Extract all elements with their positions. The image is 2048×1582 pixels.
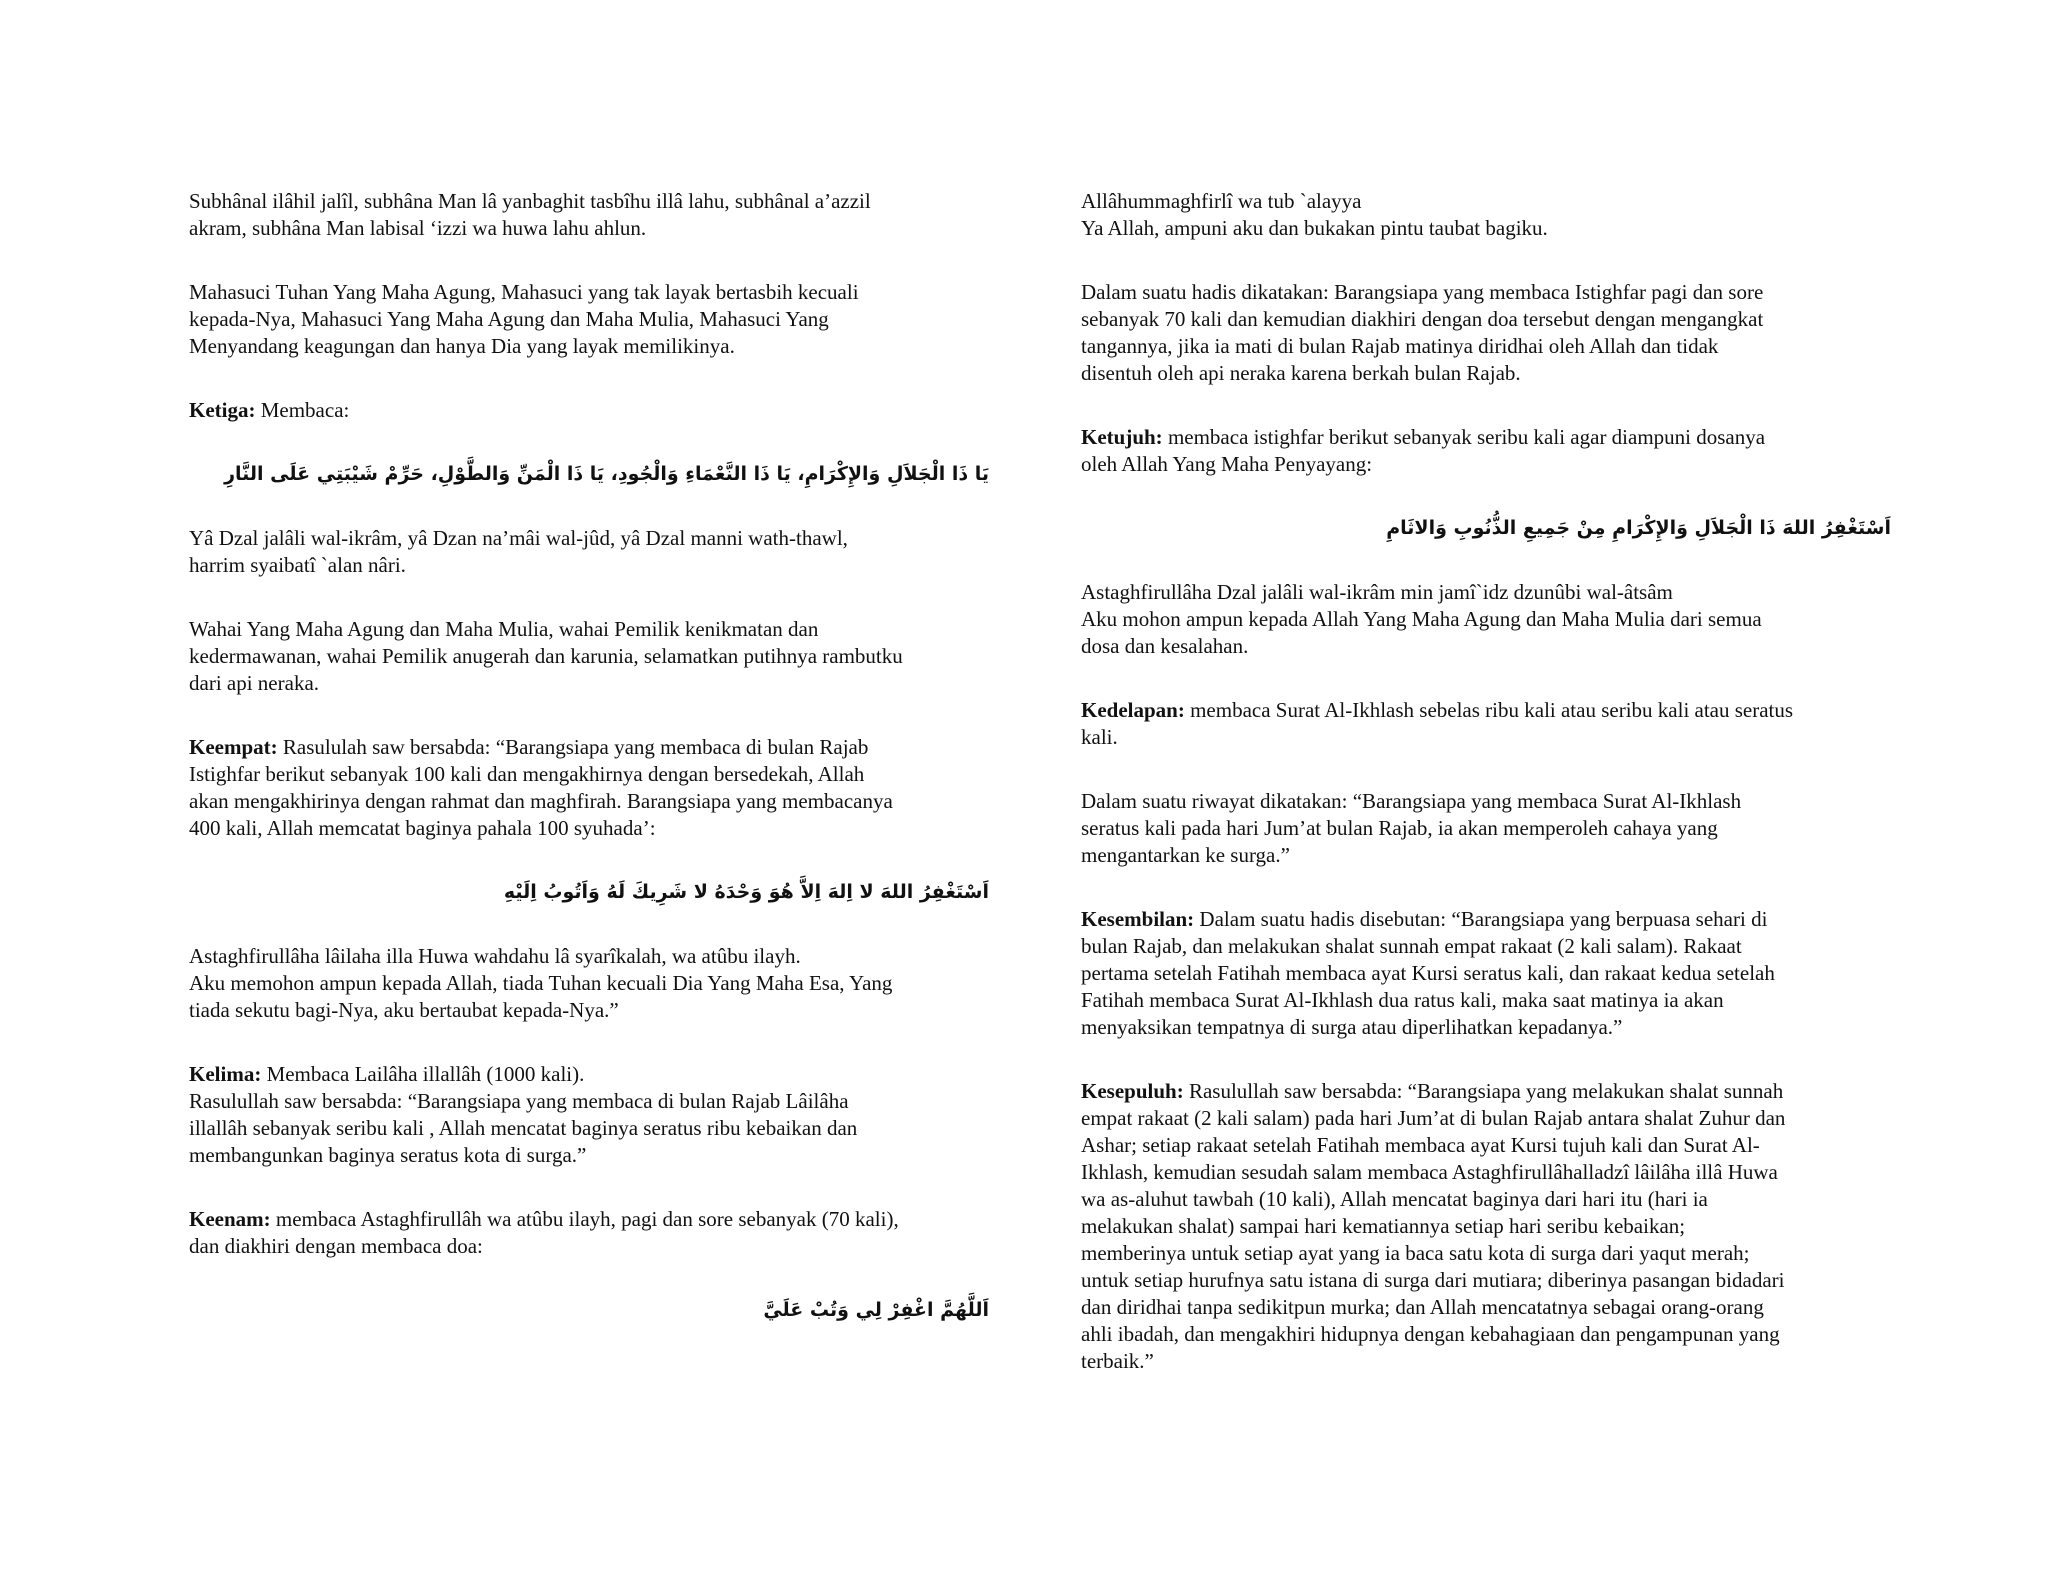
arabic-prayer-astaghfirullah-wahdahu: اَسْتَغْفِرُ اللهَ لا اِلهَ اِلاَّ هُوَ وَحْدَهُ لا شَرِيكَ لَهُ وَاَتُوبُ اِلَيْهِ xyxy=(503,881,989,903)
text-line: Subhânal ilâhil jalîl, subhâna Man lâ yanbaghit tasbîhu illâ lahu, subhânal a’azzil xyxy=(189,189,871,213)
paragraph-allahummaghfirli-transliteration xyxy=(1081,188,1891,242)
text-line: menyaksikan tempatnya di surga atau diperlihatkan kepadanya.” xyxy=(1081,1015,1623,1039)
text-line xyxy=(1081,697,1891,724)
paragraph-astaghfirullaha-lailaha xyxy=(189,943,989,1024)
section-kelima xyxy=(189,1061,989,1169)
text-line: memberinya untuk setiap ayat yang ia baca satu kota di surga dari yaqut merah; xyxy=(1081,1241,1750,1265)
text-line: akram, subhâna Man labisal ‘izzi wa huwa lahu ahlun. xyxy=(189,216,647,240)
text-line: Astaghfirullâha lâilaha illa Huwa wahdahu lâ syarîkalah, wa atûbu ilayh. xyxy=(189,944,801,968)
text-line: dan diridhai tanpa sedikitpun murka; dan Allah mencatatnya sebagai orang-orang xyxy=(1081,1295,1764,1319)
text-line: mengantarkan ke surga.” xyxy=(1081,843,1290,867)
text-line: harrim syaibatî `alan nâri. xyxy=(189,553,406,577)
text-line: kali. xyxy=(1081,725,1118,749)
text-line xyxy=(189,1061,989,1088)
text-line xyxy=(1081,906,1891,933)
text-line: kepada-Nya, Mahasuci Yang Maha Agung dan Maha Mulia, Mahasuci Yang xyxy=(189,307,829,331)
text-line: Dalam suatu riwayat dikatakan: “Barangsiapa yang membaca Surat Al-Ikhlash xyxy=(1081,789,1742,813)
arabic-prayer-astaghfirullah-dzal-jalali: اَسْتَغْفِرُ اللهَ ذَا الْجَلاَلِ وَالإِكْرَامِ مِنْ جَمِيعِ الذُّنُوبِ وَالاثَامِ xyxy=(1386,517,1891,539)
section-text: Membaca: xyxy=(255,398,350,422)
text-line: pertama setelah Fatihah membaca ayat Kursi seratus kali, dan rakaat kedua setelah xyxy=(1081,961,1775,985)
text-line: Menyandang keagungan dan hanya Dia yang layak memilikinya. xyxy=(189,334,735,358)
section-label: Kelima: xyxy=(189,1062,262,1086)
section-label: Kesembilan: xyxy=(1081,907,1195,931)
text-line: bulan Rajab, dan melakukan shalat sunnah empat rakaat (2 kali salam). Rakaat xyxy=(1081,934,1742,958)
section-ketiga xyxy=(189,397,989,424)
section-keempat xyxy=(189,734,989,842)
text-line: Allâhummaghfirlî wa tub `alayya xyxy=(1081,189,1362,213)
text-line: sebanyak 70 kali dan kemudian diakhiri dengan doa tersebut dengan mengangkat xyxy=(1081,307,1764,331)
paragraph-riwayat-al-ikhlash xyxy=(1081,788,1891,869)
text-line: seratus kali pada hari Jum’at bulan Rajab, ia akan memperoleh cahaya yang xyxy=(1081,816,1718,840)
section-label: Kedelapan: xyxy=(1081,698,1185,722)
section-kesepuluh xyxy=(1081,1078,1891,1375)
section-text: membaca Surat Al-Ikhlash sebelas ribu kali atau seribu kali atau seratus xyxy=(1184,698,1794,722)
section-text: Rasululah saw bersabda: “Barangsiapa yang membaca di bulan Rajab xyxy=(277,735,869,759)
text-line: melakukan shalat) sampai hari kematiannya setiap hari seribu kebaikan; xyxy=(1081,1214,1686,1238)
paragraph-hadis-istighfar xyxy=(1081,279,1891,387)
section-text: membaca istighfar berikut sebanyak seribu kali agar diampuni dosanya xyxy=(1162,425,1766,449)
text-line: terbaik.” xyxy=(1081,1349,1154,1373)
section-label: Ketujuh: xyxy=(1081,425,1163,449)
text-line: Ikhlash, kemudian sesudah salam membaca Astaghfirullâhalladzî lâilâha illâ Huwa xyxy=(1081,1160,1778,1184)
right-column xyxy=(1081,188,1891,1412)
text-line: dan diakhiri dengan membaca doa: xyxy=(189,1234,483,1258)
paragraph-subhanal-transliteration xyxy=(189,188,989,242)
text-line: Mahasuci Tuhan Yang Maha Agung, Mahasuci yang tak layak bertasbih kecuali xyxy=(189,280,859,304)
text-line xyxy=(189,1206,989,1233)
text-line: illallâh sebanyak seribu kali , Allah mencatat baginya seratus ribu kebaikan dan xyxy=(189,1116,858,1140)
arabic-prayer-ya-dzal-jalali: يَا ذَا الْجَلاَلِ وَالإِكْرَامِ، يَا ذَا النَّعْمَاءِ وَالْجُودِ، يَا ذَا الْمَنِّ وَالطَّوْلِ، حَرِّمْ شَيْبَتِي عَلَى النَّارِ xyxy=(224,463,989,485)
text-line: empat rakaat (2 kali salam) pada hari Jum’at di bulan Rajab antara shalat Zuhur dan xyxy=(1081,1106,1786,1130)
section-keenam xyxy=(189,1206,989,1260)
text-line: kedermawanan, wahai Pemilik anugerah dan karunia, selamatkan putihnya rambutku xyxy=(189,644,903,668)
text-line: tangannya, jika ia mati di bulan Rajab matinya diridhai oleh Allah dan tidak xyxy=(1081,334,1719,358)
text-line: Dalam suatu hadis dikatakan: Barangsiapa yang membaca Istighfar pagi dan sore xyxy=(1081,280,1764,304)
text-line: untuk setiap hurufnya satu istana di surga dari mutiara; diberinya pasangan bidadari xyxy=(1081,1268,1785,1292)
section-label: Keempat: xyxy=(189,735,278,759)
section-label: Kesepuluh: xyxy=(1081,1079,1184,1103)
text-line: Wahai Yang Maha Agung dan Maha Mulia, wahai Pemilik kenikmatan dan xyxy=(189,617,819,641)
text-line: membangunkan baginya seratus kota di surga.” xyxy=(189,1143,587,1167)
arabic-prayer-allahummaghfirli: اَللَّهُمَّ اغْفِرْ لِي وَتُبْ عَلَيَّ xyxy=(763,1299,989,1321)
section-text: Dalam suatu hadis disebutan: “Barangsiapa yang berpuasa sehari di xyxy=(1194,907,1768,931)
paragraph-astaghfirullaha-dzal-jalali xyxy=(1081,579,1891,660)
text-line: dosa dan kesalahan. xyxy=(1081,634,1249,658)
left-column xyxy=(189,188,989,1361)
text-line: Rasulullah saw bersabda: “Barangsiapa yang membaca di bulan Rajab Lâilâha xyxy=(189,1089,849,1113)
text-line: Yâ Dzal jalâli wal-ikrâm, yâ Dzan na’mâi wal-jûd, yâ Dzal manni wath-thawl, xyxy=(189,526,848,550)
text-line: tiada sekutu bagi-Nya, aku bertaubat kepada-Nya.” xyxy=(189,998,619,1022)
text-line: wa as-aluhut tawbah (10 kali), Allah mencatat baginya dari hari itu (hari ia xyxy=(1081,1187,1708,1211)
text-line: oleh Allah Yang Maha Penyayang: xyxy=(1081,452,1373,476)
text-line: Aku mohon ampun kepada Allah Yang Maha Agung dan Maha Mulia dari semua xyxy=(1081,607,1762,631)
text-line: akan mengakhirinya dengan rahmat dan maghfirah. Barangsiapa yang membacanya xyxy=(189,789,893,813)
text-line: disentuh oleh api neraka karena berkah bulan Rajab. xyxy=(1081,361,1521,385)
text-line: Fatihah membaca Surat Al-Ikhlash dua ratus kali, maka saat matinya ia akan xyxy=(1081,988,1724,1012)
text-line: Ashar; setiap rakaat setelah Fatihah membaca ayat Kursi tujuh kali dan Surat Al- xyxy=(1081,1133,1760,1157)
section-label: Ketiga: xyxy=(189,398,256,422)
section-kesembilan xyxy=(1081,906,1891,1041)
paragraph-wahai-translation xyxy=(189,616,989,697)
section-text: membaca Astaghfirullâh wa atûbu ilayh, pagi dan sore sebanyak (70 kali), xyxy=(270,1207,899,1231)
section-text: Membaca Lailâha illallâh (1000 kali). xyxy=(261,1062,585,1086)
text-line: 400 kali, Allah memcatat baginya pahala 100 syuhada’: xyxy=(189,816,656,840)
text-line: ahli ibadah, dan mengakhiri hidupnya dengan kebahagiaan dan pengampunan yang xyxy=(1081,1322,1780,1346)
text-line: Istighfar berikut sebanyak 100 kali dan mengakhirnya dengan bersedekah, Allah xyxy=(189,762,865,786)
text-line: dari api neraka. xyxy=(189,671,320,695)
text-line xyxy=(1081,424,1891,451)
section-label: Keenam: xyxy=(189,1207,271,1231)
text-line: Aku memohon ampun kepada Allah, tiada Tuhan kecuali Dia Yang Maha Esa, Yang xyxy=(189,971,893,995)
section-ketujuh xyxy=(1081,424,1891,478)
text-line xyxy=(1081,1078,1891,1105)
text-line: Astaghfirullâha Dzal jalâli wal-ikrâm min jamî`idz dzunûbi wal-âtsâm xyxy=(1081,580,1673,604)
text-line xyxy=(189,397,989,424)
paragraph-mahasuci-translation xyxy=(189,279,989,360)
section-text: Rasulullah saw bersabda: “Barangsiapa yang melakukan shalat sunnah xyxy=(1183,1079,1784,1103)
section-kedelapan xyxy=(1081,697,1891,751)
paragraph-ya-dzal-transliteration xyxy=(189,525,989,579)
text-line xyxy=(189,734,989,761)
text-line: Ya Allah, ampuni aku dan bukakan pintu taubat bagiku. xyxy=(1081,216,1548,240)
